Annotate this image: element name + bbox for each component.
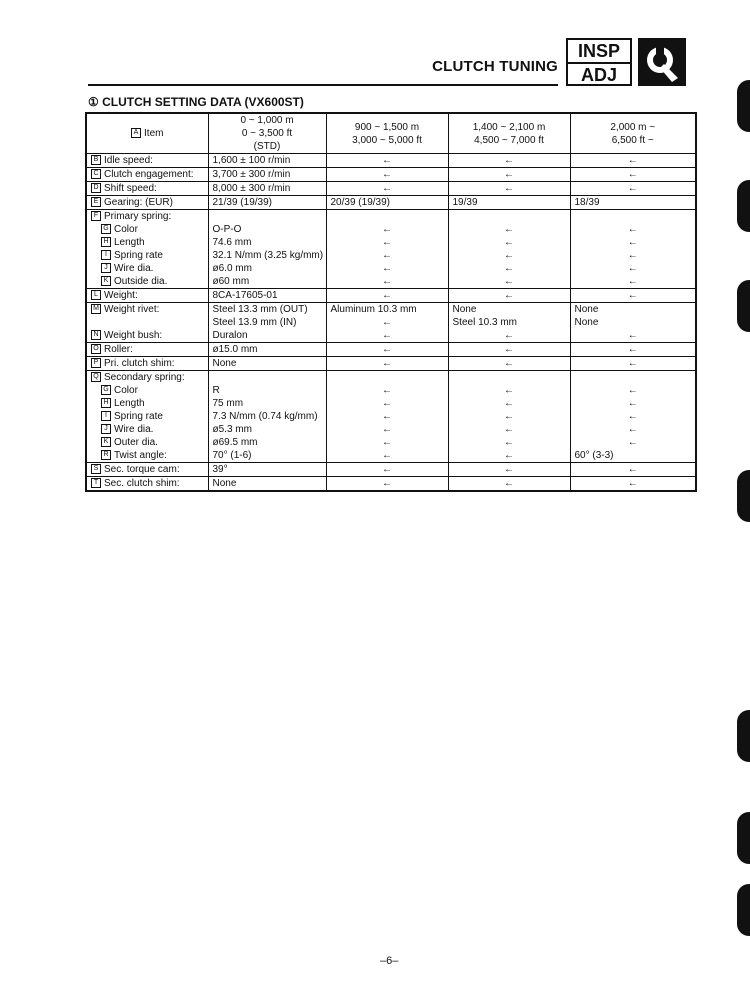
row-label: Outer dia. — [114, 437, 158, 448]
row-label: Wire dia. — [114, 424, 154, 435]
table-body — [86, 113, 696, 491]
item-header-label: Item — [144, 128, 164, 139]
value-cell: ← — [448, 477, 570, 492]
row-label-cell — [86, 182, 208, 196]
value-cell: ← — [448, 182, 570, 196]
value-cell: ← — [326, 423, 448, 436]
page-header-title: CLUTCH TUNING — [432, 58, 558, 75]
edge-tab — [737, 884, 750, 936]
value-cell: 3,700 ± 300 r/min — [208, 168, 326, 182]
row-label: Length — [114, 237, 145, 248]
value-cell: ← — [570, 289, 696, 303]
row-label: Clutch engagement: — [104, 169, 194, 180]
edge-tab — [737, 180, 750, 232]
row-label: Sec. clutch shim: — [104, 478, 180, 489]
table-row — [86, 410, 696, 423]
value-cell — [448, 210, 570, 224]
item-key-box: A — [131, 128, 141, 138]
row-label-cell — [86, 210, 208, 224]
value-cell: ← — [326, 262, 448, 275]
section-title: ① CLUTCH SETTING DATA (VX600ST) — [88, 95, 304, 109]
row-label-cell — [86, 397, 208, 410]
edge-tab — [737, 280, 750, 332]
value-cell — [570, 210, 696, 224]
value-cell: ← — [326, 236, 448, 249]
value-cell: ø60 mm — [208, 275, 326, 289]
key-box: H — [101, 237, 111, 247]
value-cell: None — [448, 303, 570, 317]
value-cell: Duralon — [208, 329, 326, 343]
value-cell: ← — [627, 411, 638, 422]
value-cell: ← — [627, 385, 638, 396]
key-box: G — [101, 224, 111, 234]
value-cell: ← — [326, 316, 448, 329]
key-box: N — [91, 330, 101, 340]
row-label: Color — [114, 224, 138, 235]
value-cell: ← — [326, 329, 448, 343]
value-cell: 8,000 ± 300 r/min — [208, 182, 326, 196]
row-label-cell — [86, 236, 208, 249]
edge-tab — [737, 710, 750, 762]
value-cell: ← — [326, 410, 448, 423]
edge-tab — [737, 470, 750, 522]
value-cell: ← — [627, 224, 638, 235]
value-cell: ← — [627, 398, 638, 409]
value-cell: ← — [448, 223, 570, 236]
value-cell: ← — [448, 449, 570, 463]
table-row — [86, 154, 696, 168]
value-cell: ø15.0 mm — [208, 343, 326, 357]
value-cell: 60° (3-3) — [574, 450, 614, 461]
value-cell — [208, 371, 326, 385]
value-cell — [570, 371, 696, 385]
row-label: Spring rate — [114, 411, 163, 422]
table-row — [86, 249, 696, 262]
col-header-1: 0 ~ 1,000 m 0 ~ 3,500 ft (STD) — [208, 113, 326, 154]
value-cell: ← — [570, 154, 696, 168]
value-cell: ← — [326, 249, 448, 262]
col-header-2: 900 ~ 1,500 m 3,000 ~ 5,000 ft — [326, 113, 448, 154]
row-label: Wire dia. — [114, 263, 154, 274]
value-cell: None — [208, 357, 326, 371]
row-label-cell — [86, 289, 208, 303]
value-cell: ø5.3 mm — [208, 423, 326, 436]
row-label: Weight rivet: — [104, 304, 160, 315]
key-box: M — [91, 304, 101, 314]
row-label: Roller: — [104, 344, 133, 355]
key-box: I — [101, 411, 111, 421]
badge-insp-label: INSP — [568, 40, 630, 64]
value-cell: Aluminum 10.3 mm — [326, 303, 448, 317]
table-row — [86, 449, 696, 463]
value-cell: ← — [627, 263, 638, 274]
value-cell: ← — [448, 423, 570, 436]
value-cell — [448, 371, 570, 385]
value-cell: 18/39 — [570, 196, 696, 210]
table-row — [86, 343, 696, 357]
value-cell: ← — [326, 343, 448, 357]
table-row — [86, 289, 696, 303]
value-cell: ← — [570, 343, 696, 357]
row-label-cell — [86, 436, 208, 449]
value-cell: ← — [326, 477, 448, 492]
row-label-cell — [86, 154, 208, 168]
row-label-cell — [86, 223, 208, 236]
col-header-4: 2,000 m ~ 6,500 ft ~ — [570, 113, 696, 154]
value-cell: ← — [448, 236, 570, 249]
table-row — [86, 303, 696, 317]
table-row — [86, 262, 696, 275]
page-number: –6– — [380, 955, 399, 967]
value-cell: ← — [448, 289, 570, 303]
row-label-cell — [86, 410, 208, 423]
row-label: Secondary spring: — [104, 372, 185, 383]
row-label: Shift speed: — [104, 183, 157, 194]
key-box: S — [91, 464, 101, 474]
row-label: Pri. clutch shim: — [104, 358, 175, 369]
table-row — [86, 397, 696, 410]
value-cell: ← — [570, 168, 696, 182]
value-cell: 70° (1-6) — [208, 449, 326, 463]
value-cell: ← — [448, 384, 570, 397]
value-cell: ← — [627, 437, 638, 448]
value-cell: R — [208, 384, 326, 397]
value-cell: ø69.5 mm — [208, 436, 326, 449]
row-label: Spring rate — [114, 250, 163, 261]
key-box: O — [91, 344, 101, 354]
value-cell: ← — [448, 410, 570, 423]
row-label-cell — [86, 316, 208, 329]
row-label: Weight: — [104, 290, 138, 301]
table-row — [86, 182, 696, 196]
header-rule — [88, 84, 558, 86]
value-cell: 74.6 mm — [208, 236, 326, 249]
value-cell: ø6.0 mm — [208, 262, 326, 275]
key-box: H — [101, 398, 111, 408]
row-label-cell — [86, 196, 208, 210]
row-label-cell — [86, 249, 208, 262]
item-header-cell — [86, 113, 208, 154]
edge-tab — [737, 812, 750, 864]
value-cell: ← — [570, 182, 696, 196]
value-cell: ← — [570, 463, 696, 477]
value-cell: ← — [326, 289, 448, 303]
value-cell: ← — [448, 343, 570, 357]
value-cell: 32.1 N/mm (3.25 kg/mm) — [208, 249, 326, 262]
table-row — [86, 436, 696, 449]
value-cell: ← — [570, 477, 696, 492]
value-cell: ← — [326, 436, 448, 449]
row-label: Sec. torque cam: — [104, 464, 180, 475]
value-cell: ← — [627, 276, 638, 287]
table-row — [86, 275, 696, 289]
key-box: E — [91, 197, 101, 207]
row-label-cell — [86, 384, 208, 397]
value-cell: ← — [448, 249, 570, 262]
value-cell: ← — [326, 275, 448, 289]
value-cell: ← — [570, 357, 696, 371]
table-row — [86, 329, 696, 343]
value-cell: 8CA-17605-01 — [208, 289, 326, 303]
value-cell — [326, 371, 448, 385]
table-row — [86, 357, 696, 371]
value-cell — [326, 210, 448, 224]
table-row — [86, 316, 696, 329]
badge-adj-label: ADJ — [580, 65, 617, 85]
value-cell: ← — [448, 275, 570, 289]
key-box: K — [101, 276, 111, 286]
table-row — [86, 236, 696, 249]
key-box: K — [101, 437, 111, 447]
row-label-cell — [86, 262, 208, 275]
value-cell: ← — [326, 223, 448, 236]
row-label-cell — [86, 303, 208, 317]
row-label-cell — [86, 477, 208, 492]
key-box: B — [91, 155, 101, 165]
table-header-row — [86, 113, 696, 154]
value-cell: ← — [627, 424, 638, 435]
table-row — [86, 168, 696, 182]
value-cell: 19/39 — [448, 196, 570, 210]
table-row — [86, 477, 696, 492]
value-cell: Steel 13.9 mm (IN) — [208, 316, 326, 329]
value-cell: ← — [448, 262, 570, 275]
value-cell: ← — [326, 397, 448, 410]
value-cell: 7.3 N/mm (0.74 kg/mm) — [208, 410, 326, 423]
row-label-cell — [86, 449, 208, 463]
table-row — [86, 463, 696, 477]
row-label-cell — [86, 343, 208, 357]
value-cell: None — [574, 317, 599, 328]
clutch-setting-table — [85, 112, 697, 492]
value-cell: None — [570, 303, 696, 317]
key-box: P — [91, 358, 101, 368]
value-cell: ← — [627, 250, 638, 261]
key-box: Q — [91, 372, 101, 382]
value-cell: Steel 10.3 mm — [448, 316, 570, 329]
value-cell: O-P-O — [208, 223, 326, 236]
row-label: Outside dia. — [114, 276, 168, 287]
value-cell: ← — [448, 329, 570, 343]
key-box: T — [91, 478, 101, 488]
value-cell: ← — [627, 237, 638, 248]
value-cell: 75 mm — [208, 397, 326, 410]
value-cell: ← — [326, 357, 448, 371]
value-cell: ← — [448, 397, 570, 410]
value-cell: ← — [326, 384, 448, 397]
table-row — [86, 196, 696, 210]
row-label: Idle speed: — [104, 155, 153, 166]
value-cell: 21/39 (19/39) — [208, 196, 326, 210]
insp-adj-badge — [566, 38, 632, 86]
row-label: Gearing: (EUR) — [104, 197, 173, 208]
table-row — [86, 371, 696, 385]
row-label-cell — [86, 357, 208, 371]
key-box: I — [101, 250, 111, 260]
value-cell: ← — [326, 154, 448, 168]
value-cell: ← — [448, 168, 570, 182]
key-box: L — [91, 290, 101, 300]
value-cell: ← — [326, 449, 448, 463]
row-label-cell — [86, 329, 208, 343]
value-cell: ← — [448, 436, 570, 449]
row-label-cell — [86, 463, 208, 477]
key-box: G — [101, 385, 111, 395]
table-row — [86, 210, 696, 224]
row-label: Length — [114, 398, 145, 409]
value-cell: None — [208, 477, 326, 492]
value-cell: 39° — [208, 463, 326, 477]
key-box: J — [101, 263, 111, 273]
table-row — [86, 384, 696, 397]
key-box: D — [91, 183, 101, 193]
value-cell: ← — [448, 463, 570, 477]
key-box: C — [91, 169, 101, 179]
row-label: Color — [114, 385, 138, 396]
value-cell: ← — [326, 463, 448, 477]
value-cell: 20/39 (19/39) — [326, 196, 448, 210]
row-label-cell — [86, 371, 208, 385]
value-cell — [208, 210, 326, 224]
edge-tab — [737, 80, 750, 132]
key-box: F — [91, 211, 101, 221]
table-row — [86, 223, 696, 236]
value-cell: ← — [326, 182, 448, 196]
row-label-cell — [86, 423, 208, 436]
table-row — [86, 423, 696, 436]
value-cell: 1,600 ± 100 r/min — [208, 154, 326, 168]
value-cell: ← — [326, 168, 448, 182]
col-header-3: 1,400 ~ 2,100 m 4,500 ~ 7,000 ft — [448, 113, 570, 154]
row-label: Primary spring: — [104, 211, 172, 222]
value-cell: ← — [448, 154, 570, 168]
row-label: Weight bush: — [104, 330, 163, 341]
value-cell: ← — [448, 357, 570, 371]
row-label: Twist angle: — [114, 450, 167, 461]
row-label-cell — [86, 275, 208, 289]
wrench-icon — [638, 38, 686, 86]
value-cell: ← — [627, 330, 638, 341]
row-label-cell — [86, 168, 208, 182]
key-box: J — [101, 424, 111, 434]
value-cell: Steel 13.3 mm (OUT) — [208, 303, 326, 317]
key-box: R — [101, 450, 111, 460]
